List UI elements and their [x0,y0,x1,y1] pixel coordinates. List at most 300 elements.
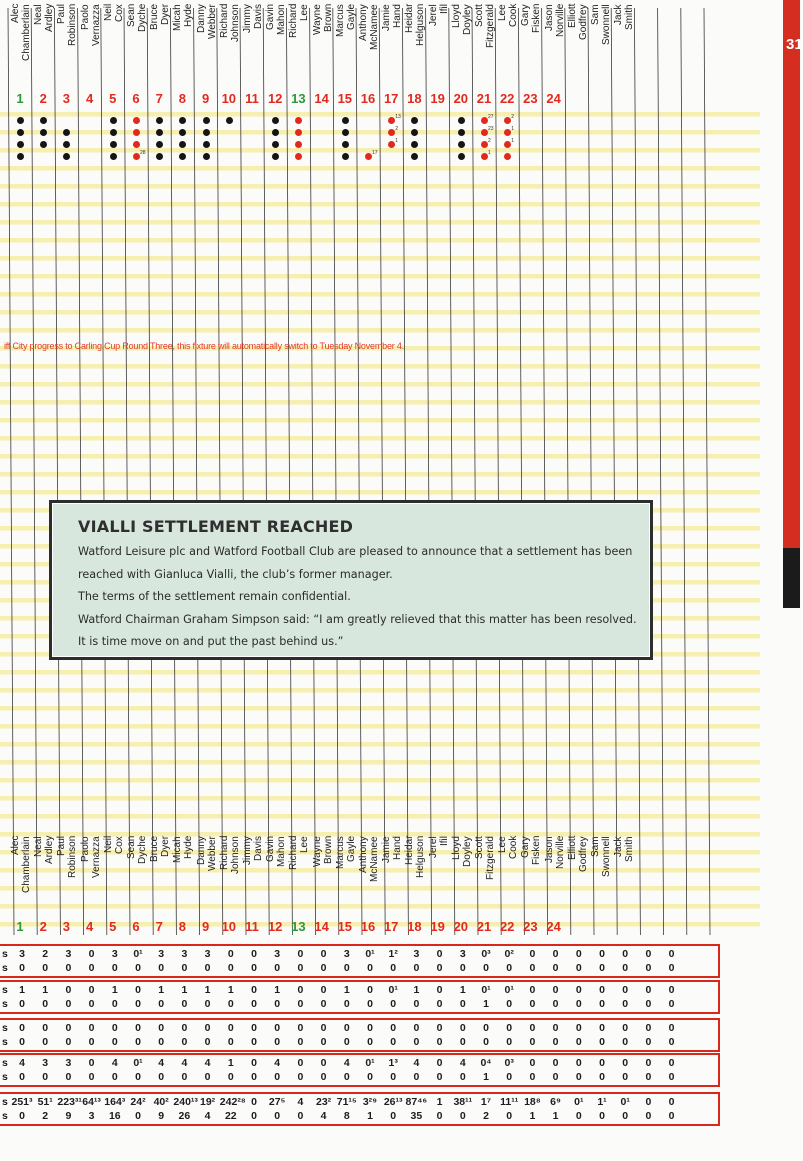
stats-cell: 0 [645,1096,652,1108]
stats-cell: 0 [552,984,559,996]
announcement-box [49,500,653,660]
squad-number: 18 [407,919,422,934]
stats-cell: 0 [88,1022,95,1034]
squad-number: 13 [291,919,306,934]
squad-number: 18 [407,91,422,106]
squad-number: 9 [201,919,210,934]
statistics-table [0,940,720,1120]
substitute-marker: 28 [133,153,140,160]
stats-cell: 0³ [504,1057,514,1069]
stats-cell: 0 [436,1057,443,1069]
stats-cell: 0¹ [133,948,143,960]
stats-cell: 0 [645,1036,652,1048]
announcement-title: VIALLI SETTLEMENT REACHED [78,517,354,536]
stats-cell: 4 [343,1057,350,1069]
stats-cell: 0 [459,998,466,1010]
stats-cell: 0 [622,1071,629,1083]
stats-cell: 23² [316,1096,332,1108]
stats-cell: 0 [436,984,443,996]
stats-row-label: s [2,1057,8,1069]
stats-cell: 0 [158,1036,165,1048]
stats-cell: 0 [65,998,72,1010]
stats-cell: 0 [320,1022,327,1034]
stats-cell: 0 [552,1057,559,1069]
announcement-line-1: Watford Leisure plc and Watford Football Club are pleased to announce that a settlement has been [78,545,633,558]
stats-cell: 35 [410,1110,423,1122]
substitute-marker: 2 [388,129,395,136]
player-name: Paolo Vernazza [79,836,102,878]
stats-cell: 9 [158,1110,165,1122]
stats-cell: 0 [297,984,304,996]
stats-cell: 3 [88,1110,95,1122]
stats-cell: 0 [390,1110,397,1122]
stats-cell: 0 [19,1036,25,1048]
stats-cell: 0 [19,998,25,1010]
column-rule [194,8,200,935]
stats-cell: 0¹ [620,1096,630,1108]
squad-number: 11 [245,919,259,934]
column-rule [124,8,130,935]
stats-cell: 0 [575,998,582,1010]
substitute-marker: 17 [365,153,372,160]
squad-number: 1 [16,91,24,106]
squad-number: 17 [383,91,399,106]
stats-cell: 0 [529,1036,536,1048]
player-name: Scott Fitzgerald [474,836,496,880]
player-name: Neil Cox [102,836,125,854]
stats-cell: 1 [483,1071,489,1083]
player-name: Jack Smith [613,4,636,30]
stats-cell: 0 [645,998,652,1010]
stats-cell: 0 [367,998,373,1010]
stats-cell: 0 [274,962,281,974]
stats-cell: 0 [251,948,257,960]
stats-cell: 3 [274,948,281,960]
stats-cell: 0 [645,1057,652,1069]
stats-cell: 0 [506,998,513,1010]
player-name: Paul Robinson [56,4,79,47]
player-name: Scott Fitzgerald [474,4,496,48]
squad-number: 3 [62,91,70,106]
stats-cell: 3²⁹ [362,1096,378,1108]
player-name: Lloyd Doyley [450,4,473,35]
announcement-line-3: The terms of the settlement remain confidential. [78,590,351,603]
squad-number: 20 [453,91,469,106]
stats-cell: 0 [459,1022,466,1034]
stats-cell: 0 [529,1071,536,1083]
player-name: Bruce Dyer [149,4,172,31]
stats-cell: 1 [413,984,420,996]
stats-row [0,1035,720,1049]
stats-cell: 4 [459,1057,466,1069]
stats-cell: 0 [529,1057,536,1069]
stats-cell: 0 [668,948,675,960]
stats-cell: 0 [390,998,397,1010]
stats-row [0,983,720,997]
stats-cell: 0 [436,962,443,974]
stats-cell: 27⁵ [268,1096,286,1108]
player-name: Gary Fisken [520,836,543,866]
stats-cell: 0 [552,962,559,974]
stats-cell: 0 [575,948,582,960]
player-name: Micah Hyde [172,836,195,863]
stats-cell: 0 [251,1036,257,1048]
stats-cell: 0 [251,962,257,974]
stats-cell: 0 [88,998,95,1010]
column-rule [449,8,455,935]
stats-cell: 0 [436,1036,443,1048]
stats-cell: 0 [135,998,141,1010]
squad-number: 7 [155,919,163,934]
stats-cell: 4 [19,1057,25,1069]
stats-cell: 0 [413,1022,420,1034]
squad-number: 6 [132,919,140,934]
stats-cell: 3 [65,948,72,960]
stats-cell: 0 [204,1071,211,1083]
stats-cell: 0 [552,948,559,960]
stats-cell: 0 [506,1110,513,1122]
stats-cell: 240¹³ [173,1096,198,1108]
column-rule [286,8,292,935]
stats-cell: 0 [251,1022,257,1034]
player-name: Jamie Hand [381,4,404,31]
stats-cell: 0 [622,998,629,1010]
player-name: Wayne Brown [311,4,334,35]
stats-cell: 0 [227,1071,234,1083]
substitute-marker: 1 [481,153,488,160]
stats-cell: 0 [88,962,95,974]
appearance-marker [110,141,117,148]
stats-cell: 1² [388,948,398,960]
player-name: Jamie Hand [381,836,404,863]
stats-cell: 0 [367,1036,373,1048]
stats-cell: 0¹ [574,1096,584,1108]
stats-cell: 0 [42,1071,49,1083]
squad-number: 8 [178,919,186,934]
stats-cell: 8 [343,1110,350,1122]
stats-cell: 0 [297,1057,304,1069]
stats-cell: 0 [88,1036,95,1048]
squad-number: 8 [178,91,186,106]
player-name: Sam Swonnell [590,836,612,877]
player-name: Gary Fisken [520,4,543,34]
substitute-marker [133,141,140,148]
player-name: Anthony McNamee [358,836,380,882]
squad-number: 1 [16,919,24,934]
stats-cell: 0 [227,1022,234,1034]
column-rule [426,8,432,935]
stats-cell: 0 [367,962,373,974]
squad-number: 23 [523,91,538,106]
page-edge-bar [783,548,800,608]
player-name: Jack Smith [613,836,636,862]
stats-cell: 0 [42,998,49,1010]
stats-cell: 0 [181,962,188,974]
stats-cell: 0 [622,948,629,960]
stats-cell: 0 [297,948,304,960]
stats-cell: 0 [367,1022,373,1034]
appearance-marker [342,153,349,160]
column-rule [658,8,664,935]
stats-cell: 0 [622,1022,629,1034]
stats-cell: 0 [599,1036,605,1048]
appearance-marker [458,117,465,124]
stats-cell: 0 [320,984,327,996]
stats-cell: 0 [274,998,281,1010]
stats-cell: 0 [668,998,675,1010]
stats-cell: 0 [622,962,629,974]
stats-cell: 0 [668,1096,675,1108]
column-rule [518,8,524,935]
stats-cell: 0 [42,1022,49,1034]
stats-cell: 0 [575,984,582,996]
stats-cell: 4 [111,1057,118,1069]
announcement-line-2: reached with Gianluca Vialli, the club’s former manager. [78,567,393,581]
stats-cell: 0 [668,1071,675,1083]
stats-cell: 0 [111,962,118,974]
stats-cell: 0 [645,962,652,974]
appearance-marker [458,141,465,148]
stats-cell: 0 [88,984,95,996]
stats-cell: 0 [436,948,443,960]
squad-number: 14 [314,91,329,106]
stats-cell: 1¹ [597,1096,607,1108]
stats-cell: 0 [668,984,675,996]
stats-cell: 0 [19,1022,25,1034]
stats-cell: 1 [227,1057,234,1069]
squad-number: 13 [291,91,306,106]
substitute-marker: 2 [504,117,511,124]
stats-cell: 0 [599,1110,605,1122]
squad-number: 2 [39,91,47,106]
squad-number: 19 [430,91,445,106]
stats-cell: 0 [297,1036,304,1048]
substitute-marker [133,129,140,136]
stats-cell: 3 [181,948,188,960]
stats-row [0,1021,720,1035]
page-number-tab [783,0,803,548]
stats-row [0,1095,720,1109]
stats-cell: 0 [506,1071,513,1083]
squad-number: 19 [430,919,445,934]
stats-cell: 3 [65,1057,72,1069]
stats-row [0,997,720,1011]
stats-cell: 0 [575,1071,582,1083]
stats-cell: 87⁴⁶ [405,1096,428,1108]
stats-cell: 0 [135,984,141,996]
stats-cell: 0 [645,984,652,996]
stats-cell: 0 [158,1071,165,1083]
stats-cell: 0 [135,1036,141,1048]
appearance-marker [17,129,24,136]
player-name: Elliott Godfrey [566,4,589,40]
stats-cell: 18⁸ [524,1096,541,1108]
squad-number: 11 [245,91,259,106]
player-name: Danny Webber [195,4,218,39]
column-rule [170,8,176,935]
stats-cell: 0¹ [504,984,514,996]
stats-cell: 0 [459,1071,466,1083]
stats-cell: 0 [227,962,234,974]
stats-cell: 0 [274,1071,281,1083]
stats-cell: 0 [42,962,49,974]
stats-cell: 0 [622,984,629,996]
stats-cell: 0 [436,1022,443,1034]
stats-cell: 0 [668,962,675,974]
player-name: Alec Chamberlain [10,4,32,61]
stats-cell: 0 [668,1057,675,1069]
appearance-marker [110,129,117,136]
stats-cell: 0 [622,1036,629,1048]
stats-cell: 0¹ [133,1057,143,1069]
stats-cell: 0 [413,998,420,1010]
substitute-marker: 1 [504,141,511,148]
stats-cell: 0 [88,1057,95,1069]
stats-cell: 0 [88,948,95,960]
stats-cell: 0¹ [388,984,398,996]
substitute-marker: 2 [481,141,488,148]
stats-cell: 0 [367,1071,373,1083]
player-name: Richard Johnson [218,4,241,42]
appearance-marker [110,153,117,160]
stats-cell: 1 [436,1096,443,1108]
stats-cell: 3 [158,948,165,960]
stats-cell: 38¹¹ [453,1096,473,1108]
player-name: Gavin Mahon [265,836,288,867]
stats-cell: 0 [343,1071,350,1083]
stats-cell: 0 [506,962,513,974]
stats-cell: 0 [297,962,304,974]
squad-number: 7 [155,91,163,106]
stats-cell: 0³ [481,948,491,960]
stats-cell: 4 [297,1096,304,1108]
player-name: Anthony McNamee [358,4,380,50]
stats-row [0,1109,720,1123]
column-rule [310,8,316,935]
player-name: Paolo Vernazza [79,4,102,46]
column-rule [681,8,687,935]
stats-cell: 64¹³ [82,1096,101,1108]
stats-cell: 0 [251,1110,257,1122]
stats-cell: 0 [599,998,605,1010]
stats-cell: 164³ [104,1096,126,1108]
stats-cell: 0 [135,1110,141,1122]
stats-cell: 0 [599,1071,605,1083]
stats-cell: 0 [343,1036,350,1048]
stats-cell: 4 [274,1057,281,1069]
stats-cell: 0 [413,1071,420,1083]
column-rule [31,8,37,935]
player-name: Micah Hyde [172,4,195,31]
appearance-marker [203,129,210,136]
stats-cell: 1 [227,984,234,996]
stats-cell: 0 [111,1036,118,1048]
stats-cell: 0 [552,1071,559,1083]
stats-cell: 0 [204,998,211,1010]
player-name: Neal Ardley [33,836,56,865]
stats-cell: 0 [227,1036,234,1048]
squad-number: 4 [85,91,94,106]
player-name: Sean Dyche [126,836,148,865]
stats-cell: 0 [668,1110,675,1122]
stats-cell: 242²⁸ [219,1096,246,1108]
player-name: Sean Dyche [126,4,148,33]
stats-cell: 4 [413,1057,420,1069]
stats-cell: 2 [483,1110,489,1122]
stats-cell: 0 [599,962,605,974]
stats-cell: 24² [130,1096,146,1108]
stats-cell: 0 [459,1110,466,1122]
stats-cell: 0 [19,1110,25,1122]
squad-number: 12 [267,919,283,934]
stats-cell: 0 [297,1071,304,1083]
stats-cell: 0 [320,1057,327,1069]
stats-cell: 0 [529,962,536,974]
stats-row-label: s [2,948,8,960]
stats-cell: 0 [436,998,443,1010]
stats-cell: 3 [459,948,466,960]
stats-cell: 0 [297,1110,304,1122]
stats-cell: 0 [135,962,141,974]
stats-cell: 0 [111,998,118,1010]
stats-cell: 1 [42,984,49,996]
stats-row-label: s [2,1096,8,1108]
column-rule [704,8,710,935]
stats-cell: 4 [204,1110,211,1122]
stats-cell: 0 [645,1071,652,1083]
stats-cell: 0 [436,1110,443,1122]
stats-cell: 0 [320,962,327,974]
stats-cell: 0 [506,1036,513,1048]
stats-cell: 0 [42,1036,49,1048]
stats-cell: 2 [42,1110,49,1122]
player-name: Marcus Gayle [334,836,357,869]
player-name: Paul Robinson [56,836,79,879]
stats-cell: 0 [274,1036,281,1048]
appearance-marker [342,117,349,124]
stats-cell: 0 [65,1036,72,1048]
stats-cell: 0 [599,1057,605,1069]
appearance-marker [203,117,210,124]
stats-cell: 51¹ [37,1096,53,1108]
squad-number: 22 [499,919,515,934]
stats-cell: 22 [224,1110,237,1122]
stats-cell: 0¹ [365,948,375,960]
stats-cell: 0 [529,984,536,996]
stats-cell: 0 [575,1036,582,1048]
stats-cell: 0⁴ [480,1057,492,1069]
squad-number: 15 [337,919,353,934]
stats-cell: 0 [251,1096,257,1108]
stats-cell: 6⁹ [550,1096,561,1108]
stats-cell: 0 [459,962,466,974]
column-rule [333,8,339,935]
stats-cell: 0 [251,984,257,996]
stats-cell: 1 [111,984,118,996]
stats-cell: 0 [483,962,489,974]
player-name: Richard Johnson [218,836,241,874]
column-rule [101,8,107,935]
stats-row [0,1056,720,1070]
stats-cell: 1 [181,984,188,996]
stats-cell: 40² [153,1096,169,1108]
stats-cell: 0 [297,998,304,1010]
stats-cell: 0 [390,1022,397,1034]
substitute-marker: 27 [481,117,488,124]
stats-cell: 1³ [388,1057,398,1069]
stats-cell: 0 [274,1022,281,1034]
stats-cell: 0 [645,1110,652,1122]
